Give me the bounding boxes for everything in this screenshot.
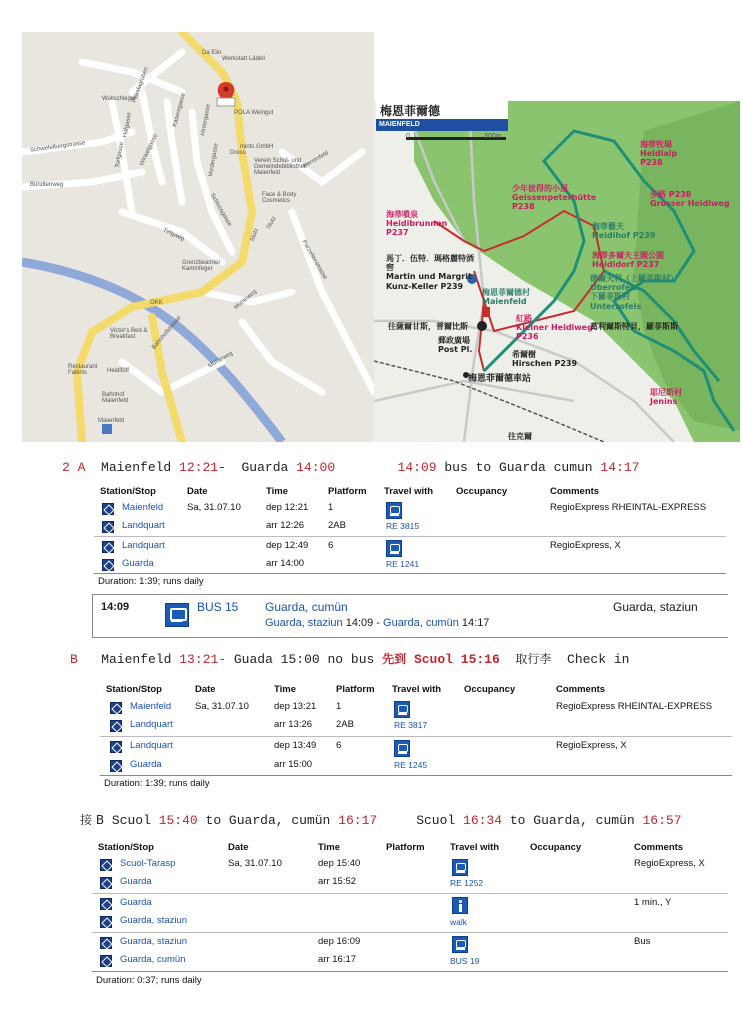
street-label: Bündtenweg	[30, 182, 64, 188]
row-divider	[100, 736, 732, 737]
route-heading-a: 2 A Maienfeld 12:21- Guarda 14:00 14:09 bus to Guarda cumun 14:17	[62, 460, 640, 475]
map-label: 馬丁．伍特．瑪格麗特酒窖 Martin und Margrit Kunz-Keller P239	[386, 254, 474, 291]
route-heading-b: B Maienfeld 13:21- Guada 15:00 no bus 先到 Scuol 15:16 取行李 Check in	[70, 652, 630, 667]
route-heading-c: 接 B Scuol 15:40 to Guarda, cumün 16:17 Scuol 16:34 to Guarda, cumün 16:57	[80, 813, 682, 828]
timetable-c	[92, 842, 728, 992]
street-label: Vordergasse	[207, 142, 220, 178]
map-label: 葛利爾斯特貝，羅菲斯斯	[590, 322, 678, 331]
poi-label: Verein Schul- und Gemeindebibliothek Maienfeld	[254, 158, 308, 176]
poi-label: Da Elio	[202, 50, 222, 56]
station-icon	[100, 937, 112, 949]
map-label: 少年彼得的小屋 Geissenpeterhütte P238	[512, 184, 597, 212]
scale-label: 0	[406, 133, 410, 140]
train-icon	[386, 540, 402, 557]
bus-time: 14:09	[101, 601, 130, 613]
station-icon	[102, 503, 114, 515]
row-divider	[92, 932, 728, 933]
row-divider	[100, 775, 732, 776]
service-number[interactable]: RE 1252	[450, 878, 484, 888]
service-number[interactable]: RE 1241	[386, 559, 420, 569]
service-number[interactable]: RE 3817	[394, 720, 428, 730]
map-title: 梅恩菲爾德	[376, 100, 508, 121]
bus-destination[interactable]: Guarda, cumün	[265, 600, 348, 614]
map-label: 耶尼斯村 Jenins	[650, 388, 682, 407]
station-icon	[100, 898, 112, 910]
bus-detail: Guarda, staziun 14:09 - Guarda, cumün 14:17	[265, 617, 490, 629]
train-icon	[386, 502, 402, 519]
duration-text: Duration: 1:39; runs daily	[98, 576, 204, 587]
poi-label: Werkstatt Lädeli	[222, 56, 265, 62]
street-label: Mühleweg	[207, 350, 235, 370]
poi-label: Victor's Bed & Breakfast	[110, 328, 148, 340]
map-label: 海蒂多爾夫主題公園 Heididorf P237	[592, 251, 664, 270]
street-label: Winkelgasse	[139, 133, 159, 167]
map-label: 海蒂噴泉 Heidibrunnen P237	[386, 210, 448, 238]
timetable-b	[100, 684, 732, 792]
poi-label: Dress	[230, 150, 246, 156]
street-label: Stutz	[249, 227, 261, 243]
street-map-maienfeld[interactable]	[22, 32, 374, 442]
train-icon	[394, 740, 410, 757]
row-divider	[94, 573, 726, 574]
street-label: Tirfgweg	[161, 227, 185, 243]
poi-label: Heidiföff	[107, 368, 129, 374]
table-header: Station/Stop Date Time Platform Travel with Occupancy Comments	[106, 684, 606, 695]
table-row[interactable]: Landquart dep 13:49 6 RegioExpress, X	[100, 738, 732, 756]
map-label: 往薩爾甘斯，普爾比斯	[388, 322, 468, 331]
station-icon	[100, 916, 112, 928]
map-label: 紅路 Kleiner Heidiweg P236	[516, 314, 593, 342]
row-divider	[92, 893, 728, 894]
street-label: Kaseregasse	[172, 92, 187, 128]
timetable-a	[94, 484, 726, 590]
station-icon	[110, 741, 122, 753]
bus-icon	[165, 603, 189, 627]
table-header: Station/Stop Date Time Platform Travel with Occupancy Comments	[100, 486, 600, 497]
street-label: Schlossgasse	[208, 192, 233, 228]
table-row[interactable]: Guarda, staziun dep 16:09 Bus	[92, 934, 728, 952]
bus-stop: Guarda, staziun	[613, 600, 698, 614]
map-label: 郵政廣場 Post Pl.	[438, 336, 473, 355]
service-number[interactable]: RE 3815	[386, 521, 420, 531]
street-map-drawing	[22, 32, 374, 442]
station-icon	[110, 720, 122, 732]
poi-label: POLA Weingut	[234, 110, 274, 116]
street-label: Stutz	[265, 215, 278, 231]
service-walk[interactable]: walk	[450, 917, 468, 927]
street-label: Hintergasse	[200, 103, 212, 137]
map-label: 海蒂藝夫 Heidihof P239	[592, 222, 656, 241]
map-label: 希爾樹 Hirschen P239	[512, 350, 578, 369]
bus-line[interactable]: BUS 15	[197, 600, 239, 614]
station-icon	[100, 877, 112, 889]
street-label: Schwefelbergstrasse	[29, 140, 86, 154]
map-label: 德爾夫利（上羅菲斯村） Oberrofels 下羅菲斯村 Unterrofels	[590, 274, 678, 311]
station-icon	[100, 955, 112, 967]
map-label: 往克爾	[508, 432, 532, 441]
table-row[interactable]: Maienfeld Sa, 31.07.10 dep 12:21 1 RegioExpress RHEINTAL-EXPRESS	[94, 500, 726, 518]
table-row[interactable]: Maienfeld Sa, 31.07.10 dep 13:21 1 RegioExpress RHEINTAL-EXPRESS	[100, 699, 732, 717]
map-label: 梅恩菲爾德車站	[468, 374, 532, 384]
map-label: 梅恩菲爾德村 Maienfeld	[482, 288, 530, 307]
street-label: Bahnhofstrasse	[151, 315, 183, 351]
poi-label: Restaurant Falknis	[68, 364, 98, 376]
walk-icon	[452, 897, 468, 914]
service-number[interactable]: RE 1245	[394, 760, 428, 770]
station-icon	[102, 541, 114, 553]
bus-connection[interactable]	[92, 594, 728, 638]
street-label: Parzellenstrasse	[300, 239, 328, 281]
poi-label: OKK	[150, 300, 163, 306]
poi-label: Face & Body Cosmetics	[262, 192, 297, 204]
table-row[interactable]: Guarda, cumün arr 16:17	[92, 952, 728, 970]
table-row[interactable]: Guarda arr 15:00	[100, 757, 732, 775]
table-row[interactable]: Guarda 1 min., Y	[92, 895, 728, 913]
station-icon	[100, 859, 112, 871]
poi-label: Maienfeld	[98, 418, 125, 424]
train-icon	[394, 701, 410, 718]
poi-label: Wullschleger	[102, 96, 137, 102]
table-row[interactable]: Landquart arr 13:26 2AB	[100, 717, 732, 735]
table-row[interactable]: Landquart dep 12:49 6 RegioExpress, X	[94, 538, 726, 556]
station-icon	[110, 702, 122, 714]
table-row[interactable]: Guarda, staziun	[92, 913, 728, 931]
map-label: 海蒂牧場 Heidialp P238	[640, 140, 678, 168]
map-label: 步路 P238 Grosser Heidiweg	[650, 190, 730, 209]
street-label: Mühleweg	[233, 288, 259, 312]
duration-text: Duration: 0:37; runs daily	[96, 975, 202, 986]
table-row[interactable]: Guarda arr 15:52	[92, 874, 728, 892]
street-label: Herrenfeld	[302, 150, 330, 170]
row-divider	[92, 971, 728, 972]
station-icon	[110, 760, 122, 772]
table-header: Station/Stop Date Time Platform Travel with Occupancy Comments	[98, 842, 684, 853]
map-badge: MAIENFELD	[376, 119, 508, 131]
table-row[interactable]: Guarda arr 14:00	[94, 556, 726, 574]
station-icon	[102, 559, 114, 571]
station-icon	[102, 521, 114, 533]
street-label: Hofgasse	[122, 111, 133, 139]
table-row[interactable]: Landquart arr 12:26 2AB	[94, 518, 726, 536]
scale-label: 300m	[484, 133, 502, 140]
row-divider	[94, 536, 726, 537]
poi-label: Grenzbeamter Kaminfeger	[182, 260, 221, 272]
service-number[interactable]: BUS 19	[450, 956, 480, 966]
poi-label: Bahnhof Maienfeld	[102, 392, 129, 404]
bus-icon	[452, 936, 468, 953]
street-label: Torfgasse	[114, 141, 126, 169]
street-label: Plandagrüben	[131, 66, 150, 104]
poi-label: mints GmbH	[240, 144, 274, 150]
table-row[interactable]: Scuol-Tarasp Sa, 31.07.10 dep 15:40 RegioExpress, X	[92, 856, 728, 874]
duration-text: Duration: 1:39; runs daily	[104, 778, 210, 789]
